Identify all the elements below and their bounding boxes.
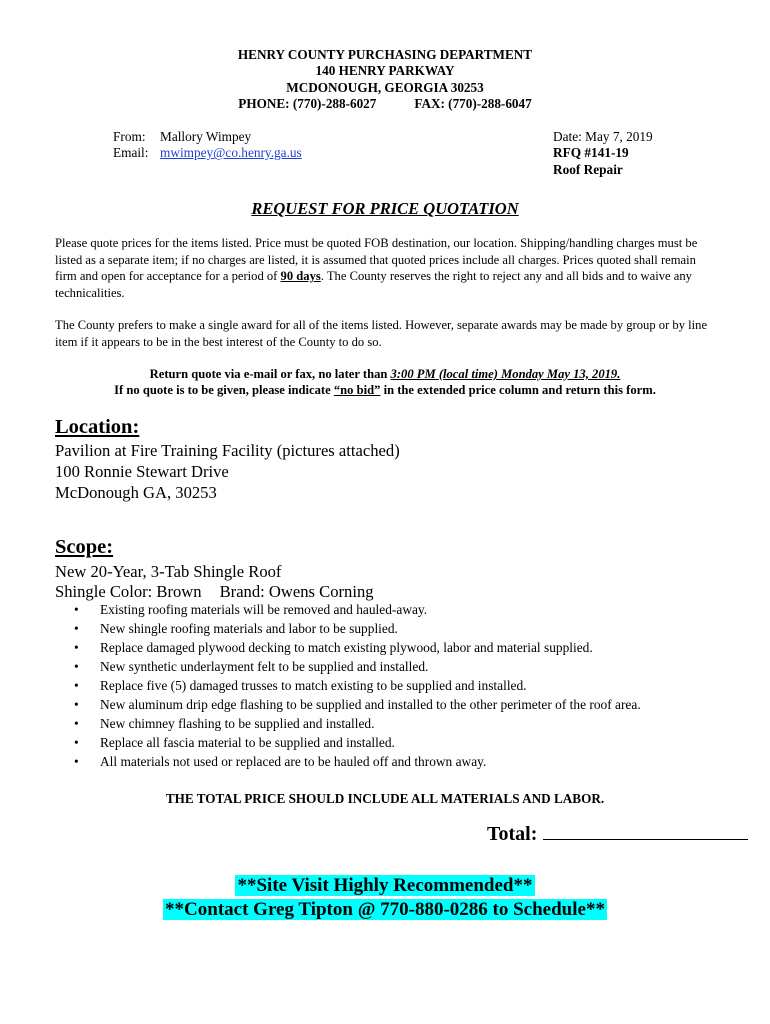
bullet-icon: •	[74, 697, 79, 712]
list-item	[55, 695, 641, 714]
no-bid-suffix: in the extended price column and return this form.	[380, 383, 656, 397]
bullet-icon: •	[74, 640, 79, 655]
list-item	[55, 733, 641, 752]
location-heading: Location:	[55, 416, 140, 438]
total-blank-line[interactable]	[543, 823, 748, 840]
site-visit-highlight: **Site Visit Highly Recommended**	[237, 875, 533, 896]
award-paragraph: The County prefers to make a single award for all of the items listed. However, separate awards may be made by group or by line item if it appears to be in the best interest of the County to do so.	[55, 318, 708, 349]
return-deadline-prefix: Return quote via e-mail or fax, no later than	[149, 367, 391, 381]
acceptance-period: 90 days	[280, 269, 321, 284]
location-street: 100 Ronnie Stewart Drive	[55, 462, 229, 481]
bullet-icon: •	[74, 716, 79, 731]
total-price-notice: THE TOTAL PRICE SHOULD INCLUDE ALL MATERIALS AND LABOR.	[165, 791, 605, 806]
from-line	[113, 129, 251, 146]
letterhead-contact	[0, 96, 770, 113]
bullet-icon: •	[74, 735, 79, 750]
scope-color-brand	[55, 581, 374, 602]
scope-roof-type: New 20-Year, 3-Tab Shingle Roof	[55, 562, 282, 581]
bullet-icon: •	[74, 602, 79, 617]
instructions-paragraph	[55, 235, 720, 301]
list-item-text: Replace damaged plywood decking to match existing plywood, labor and material supplied.	[100, 640, 593, 655]
instructions-text-b: . The County reserves the right to reject any and all bids and to waive any technicalities.	[55, 269, 692, 300]
date-line: Date: May 7, 2019	[553, 129, 653, 144]
no-bid-prefix: If no quote is to be given, please indicate	[114, 383, 334, 397]
total-label: Total:	[487, 823, 538, 845]
list-item	[55, 676, 641, 695]
list-item	[55, 714, 641, 733]
list-item-text: All materials not used or replaced are to be hauled off and thrown away.	[100, 754, 487, 769]
list-item	[55, 657, 641, 676]
list-item-text: New chimney flashing to be supplied and installed.	[100, 716, 375, 731]
bullet-icon: •	[74, 754, 79, 769]
location-city: McDonough GA, 30253	[55, 483, 217, 502]
letterhead-fax: FAX: (770)-288-6047	[414, 96, 532, 111]
shingle-color: Shingle Color: Brown	[55, 582, 202, 601]
letterhead-phone: PHONE: (770)-288-6027	[238, 96, 377, 111]
bullet-icon: •	[74, 678, 79, 693]
scope-heading: Scope:	[55, 536, 114, 558]
no-bid-line	[0, 382, 770, 399]
list-item-text: Existing roofing materials will be removed and hauled-away.	[100, 602, 428, 617]
instructions-text-a: Please quote prices for the items listed. Price must be quoted FOB destination, our location. Shipping/handling charges must be listed as a separate item; if no charges are listed, it is assumed that quoted prices include all charges. Prices quoted shall remain firm and open for acceptance for a period of	[55, 236, 698, 284]
no-bid-term: “no bid”	[333, 383, 381, 397]
list-item-text: New aluminum drip edge flashing to be supplied and installed to the other perimeter of the roof area.	[100, 697, 641, 712]
list-item-text: Replace five (5) damaged trusses to match existing to be supplied and installed.	[100, 678, 527, 693]
list-item	[55, 752, 641, 771]
from-label: From:	[113, 129, 146, 144]
list-item	[55, 600, 641, 619]
bullet-icon: •	[74, 659, 79, 674]
list-item	[55, 638, 641, 657]
list-item-text: New shingle roofing materials and labor to be supplied.	[100, 621, 398, 636]
site-visit-contact	[0, 898, 770, 922]
list-item	[55, 619, 641, 638]
shingle-brand: Brand: Owens Corning	[219, 582, 374, 601]
scope-items-list	[55, 600, 641, 771]
location-name: Pavilion at Fire Training Facility (pictures attached)	[55, 441, 400, 460]
bullet-icon: •	[74, 621, 79, 636]
letterhead-department: HENRY COUNTY PURCHASING DEPARTMENT	[237, 47, 533, 62]
letterhead-city: MCDONOUGH, GEORGIA 30253	[286, 80, 484, 95]
email-label: Email:	[113, 145, 149, 160]
list-item-text: New synthetic underlayment felt to be supplied and installed.	[100, 659, 429, 674]
rfq-number: RFQ #141-19	[553, 145, 629, 160]
list-item-text: Replace all fascia material to be supplied and installed.	[100, 735, 395, 750]
return-deadline-line	[0, 366, 770, 383]
from-value: Mallory Wimpey	[160, 129, 252, 144]
document-title: REQUEST FOR PRICE QUOTATION	[251, 199, 519, 218]
rfq-subject: Roof Repair	[553, 162, 623, 177]
site-visit-note	[0, 874, 770, 898]
email-line	[113, 145, 302, 162]
return-deadline: 3:00 PM (local time) Monday May 13, 2019.	[390, 367, 621, 381]
total-field	[487, 823, 748, 846]
site-visit-contact-highlight: **Contact Greg Tipton @ 770-880-0286 to Schedule**	[165, 899, 605, 920]
email-link[interactable]: mwimpey@co.henry.ga.us	[160, 145, 302, 160]
letterhead-street: 140 HENRY PARKWAY	[315, 63, 455, 78]
